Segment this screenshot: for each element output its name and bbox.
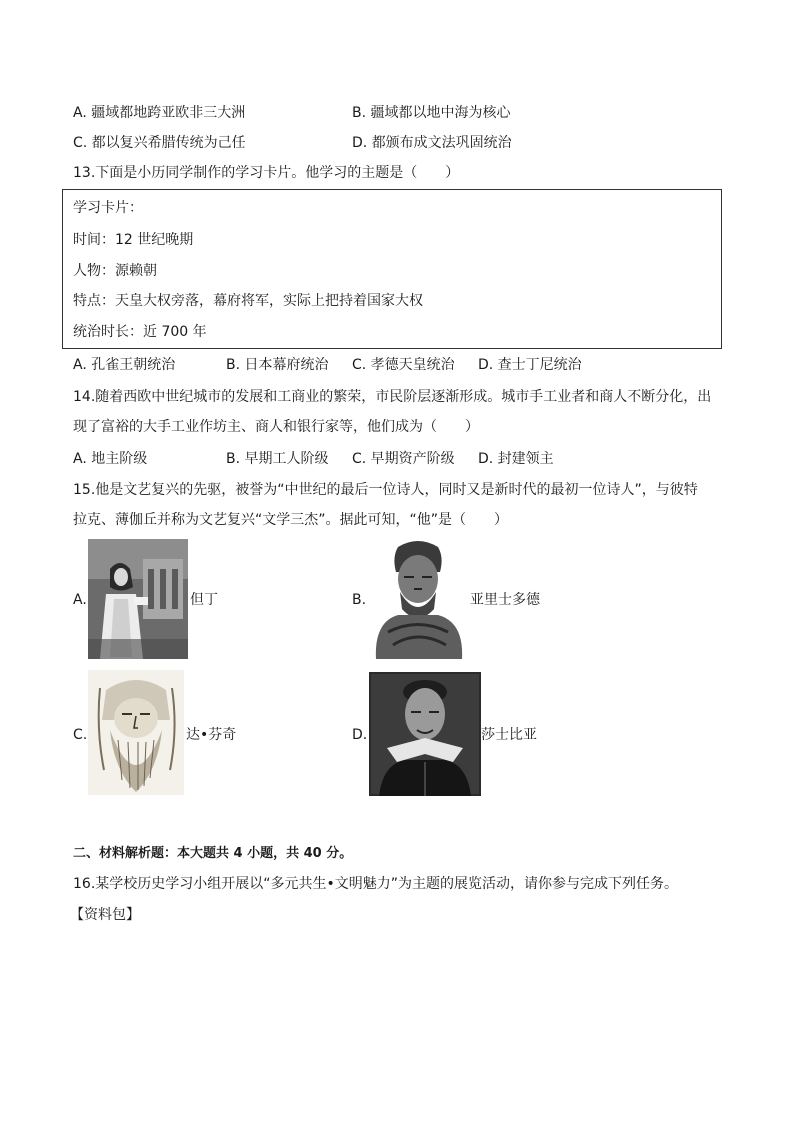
q14-option-d: D. 封建领主 <box>478 451 554 467</box>
q13-option-d: D. 查士丁尼统治 <box>478 357 582 373</box>
q13-stem: 13.下面是小历同学制作的学习卡片。他学习的主题是（ ） <box>73 165 460 181</box>
da-vinci-portrait-image <box>88 670 184 795</box>
card-time: 时间：12 世纪晚期 <box>73 232 194 248</box>
card-title: 学习卡片： <box>73 200 143 216</box>
q12-option-c: C. 都以复兴希腊传统为己任 <box>73 135 246 151</box>
q14-option-b: B. 早期工人阶级 <box>226 451 329 467</box>
q16-stem: 16.某学校历史学习小组开展以“多元共生•文明魅力”为主题的展览活动，请你参与完成下列任务。 <box>73 876 679 892</box>
q15-option-b-name: 亚里士多德 <box>470 592 540 608</box>
q15-option-c-letter: C. <box>73 727 88 743</box>
q15-option-d-name: 莎士比亚 <box>481 727 537 743</box>
resource-pack-label: 【资料包】 <box>70 907 140 923</box>
q14-stem-line1: 14.随着西欧中世纪城市的发展和工商业的繁荣，市民阶层逐渐形成。城市手工业者和商人不断分化，出 <box>73 389 712 405</box>
q14-option-a: A. 地主阶级 <box>73 451 148 467</box>
q15-stem-line2: 拉克、薄伽丘并称为文艺复兴“文学三杰”。据此可知，“他”是（ ） <box>73 512 509 528</box>
section-2-heading: 二、材料解析题：本大题共 4 小题，共 40 分。 <box>73 846 353 861</box>
q15-option-b-letter: B. <box>352 592 367 608</box>
q15-stem-line1: 15.他是文艺复兴的先驱，被誉为“中世纪的最后一位诗人，同时又是新时代的最初一位诗人”，与彼特 <box>73 482 698 498</box>
card-feature: 特点：天皇大权旁落，幕府将军，实际上把持着国家大权 <box>73 293 423 309</box>
q15-option-c-name: 达•芬奇 <box>186 727 237 743</box>
card-person: 人物：源赖朝 <box>73 263 157 279</box>
q13-option-a: A. 孔雀王朝统治 <box>73 357 176 373</box>
q14-option-c: C. 早期资产阶级 <box>352 451 455 467</box>
q12-option-a: A. 疆域都地跨亚欧非三大洲 <box>73 105 246 121</box>
shakespeare-portrait-image <box>369 672 481 796</box>
q12-option-d: D. 都颁布成文法巩固统治 <box>352 135 512 151</box>
card-duration: 统治时长：近 700 年 <box>73 324 207 340</box>
dante-portrait-image <box>88 539 188 659</box>
q15-option-a-letter: A. <box>73 592 87 608</box>
aristotle-bust-image <box>368 537 468 659</box>
q15-option-a-name: 但丁 <box>190 592 218 608</box>
q13-option-b: B. 日本幕府统治 <box>226 357 329 373</box>
q13-option-c: C. 孝德天皇统治 <box>352 357 455 373</box>
q12-option-b: B. 疆域都以地中海为核心 <box>352 105 511 121</box>
q15-option-d-letter: D. <box>352 727 368 743</box>
q14-stem-line2: 现了富裕的大手工业作坊主、商人和银行家等，他们成为（ ） <box>73 419 479 435</box>
study-card <box>62 189 722 349</box>
